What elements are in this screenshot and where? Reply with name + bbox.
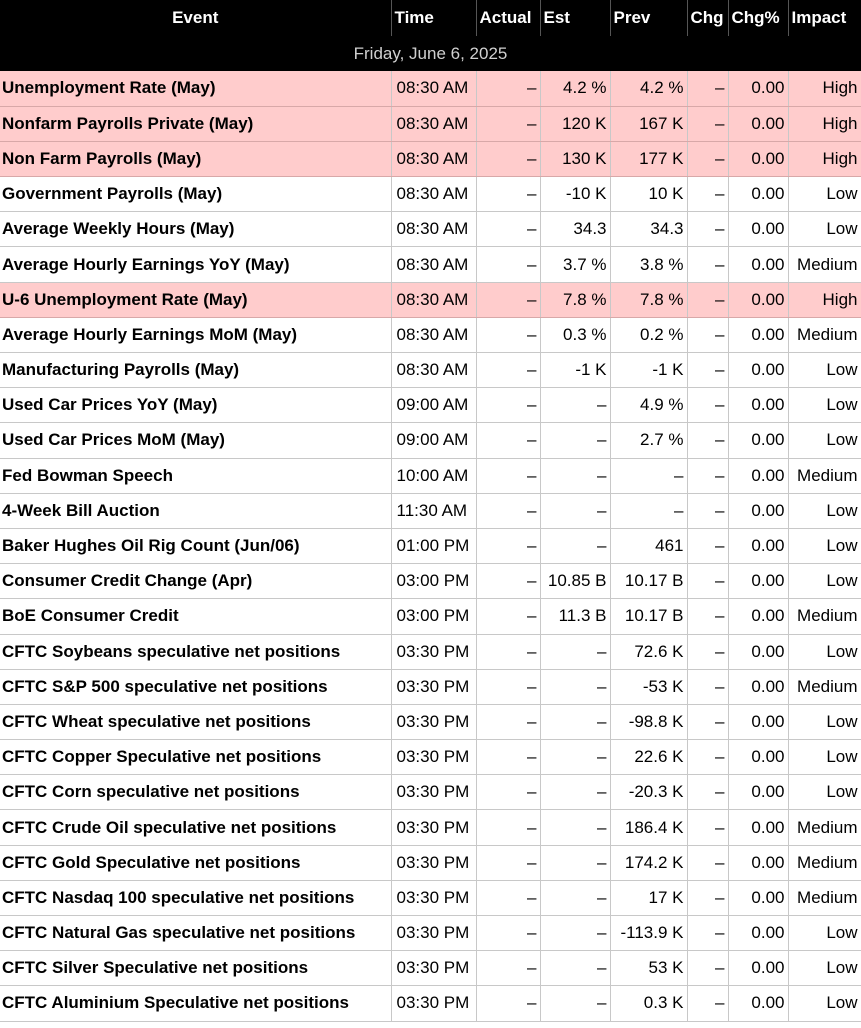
prev-cell: 167 K [610, 106, 687, 141]
chg-pct-cell: 0.00 [728, 388, 788, 423]
chg-pct-cell: 0.00 [728, 493, 788, 528]
table-row[interactable] [0, 106, 861, 141]
est-cell: – [540, 458, 610, 493]
prev-cell: 0.3 K [610, 986, 687, 1021]
header-impact[interactable]: Impact [788, 0, 861, 36]
est-cell: -10 K [540, 177, 610, 212]
time-cell: 03:30 PM [391, 951, 476, 986]
est-cell: – [540, 986, 610, 1021]
est-cell: – [540, 951, 610, 986]
time-cell: 08:30 AM [391, 247, 476, 282]
actual-cell: – [476, 247, 540, 282]
prev-cell: 4.9 % [610, 388, 687, 423]
time-cell: 03:30 PM [391, 880, 476, 915]
event-cell: Government Payrolls (May) [0, 177, 391, 212]
table-row[interactable] [0, 810, 861, 845]
actual-cell: – [476, 71, 540, 106]
chg-cell: – [687, 71, 728, 106]
header-row [0, 0, 861, 36]
impact-cell: Low [788, 634, 861, 669]
actual-cell: – [476, 177, 540, 212]
actual-cell: – [476, 423, 540, 458]
impact-cell: Low [788, 740, 861, 775]
chg-cell: – [687, 177, 728, 212]
table-row[interactable] [0, 317, 861, 352]
est-cell: – [540, 634, 610, 669]
actual-cell: – [476, 704, 540, 739]
actual-cell: – [476, 388, 540, 423]
prev-cell: 22.6 K [610, 740, 687, 775]
est-cell: 11.3 B [540, 599, 610, 634]
chg-pct-cell: 0.00 [728, 599, 788, 634]
chg-pct-cell: 0.00 [728, 634, 788, 669]
chg-cell: – [687, 880, 728, 915]
chg-cell: – [687, 282, 728, 317]
table-row[interactable] [0, 564, 861, 599]
chg-cell: – [687, 141, 728, 176]
chg-cell: – [687, 317, 728, 352]
actual-cell: – [476, 634, 540, 669]
est-cell: – [540, 704, 610, 739]
actual-cell: – [476, 740, 540, 775]
table-row[interactable] [0, 282, 861, 317]
actual-cell: – [476, 564, 540, 599]
actual-cell: – [476, 282, 540, 317]
est-cell: 3.7 % [540, 247, 610, 282]
est-cell: – [540, 528, 610, 563]
event-cell: Average Weekly Hours (May) [0, 212, 391, 247]
actual-cell: – [476, 845, 540, 880]
time-cell: 08:30 AM [391, 106, 476, 141]
time-cell: 09:00 AM [391, 423, 476, 458]
chg-cell: – [687, 740, 728, 775]
event-cell: 4-Week Bill Auction [0, 493, 391, 528]
chg-pct-cell: 0.00 [728, 528, 788, 563]
table-row[interactable] [0, 388, 861, 423]
time-cell: 08:30 AM [391, 141, 476, 176]
chg-cell: – [687, 669, 728, 704]
est-cell: 0.3 % [540, 317, 610, 352]
chg-cell: – [687, 951, 728, 986]
est-cell: – [540, 493, 610, 528]
time-cell: 03:30 PM [391, 775, 476, 810]
est-cell: – [540, 669, 610, 704]
chg-pct-cell: 0.00 [728, 353, 788, 388]
event-cell: Used Car Prices MoM (May) [0, 423, 391, 458]
est-cell: – [540, 916, 610, 951]
event-cell: Manufacturing Payrolls (May) [0, 353, 391, 388]
event-cell: CFTC Aluminium Speculative net positions [0, 986, 391, 1021]
time-cell: 03:30 PM [391, 634, 476, 669]
actual-cell: – [476, 106, 540, 141]
est-cell: – [540, 740, 610, 775]
impact-cell: High [788, 282, 861, 317]
chg-pct-cell: 0.00 [728, 141, 788, 176]
chg-pct-cell: 0.00 [728, 282, 788, 317]
event-cell: CFTC Nasdaq 100 speculative net positions [0, 880, 391, 915]
event-cell: Non Farm Payrolls (May) [0, 141, 391, 176]
chg-cell: – [687, 916, 728, 951]
impact-cell: Medium [788, 880, 861, 915]
chg-cell: – [687, 528, 728, 563]
impact-cell: Medium [788, 247, 861, 282]
actual-cell: – [476, 528, 540, 563]
time-cell: 03:30 PM [391, 704, 476, 739]
time-cell: 08:30 AM [391, 317, 476, 352]
header-actual[interactable]: Actual [476, 0, 540, 36]
event-cell: BoE Consumer Credit [0, 599, 391, 634]
time-cell: 03:30 PM [391, 669, 476, 704]
prev-cell: 0.2 % [610, 317, 687, 352]
prev-cell: 10 K [610, 177, 687, 212]
table-row[interactable] [0, 986, 861, 1021]
prev-cell: 7.8 % [610, 282, 687, 317]
table-row[interactable] [0, 704, 861, 739]
actual-cell: – [476, 951, 540, 986]
header-time[interactable]: Time [391, 0, 476, 36]
time-cell: 08:30 AM [391, 282, 476, 317]
impact-cell: Low [788, 388, 861, 423]
table-row[interactable] [0, 845, 861, 880]
est-cell: – [540, 423, 610, 458]
prev-cell: 53 K [610, 951, 687, 986]
prev-cell: 10.17 B [610, 599, 687, 634]
header-chg[interactable]: Chg [687, 0, 728, 36]
impact-cell: Low [788, 986, 861, 1021]
time-cell: 03:00 PM [391, 564, 476, 599]
impact-cell: Low [788, 493, 861, 528]
impact-cell: High [788, 71, 861, 106]
table-row[interactable] [0, 634, 861, 669]
chg-pct-cell: 0.00 [728, 177, 788, 212]
prev-cell: -53 K [610, 669, 687, 704]
event-cell: CFTC Copper Speculative net positions [0, 740, 391, 775]
est-cell: 4.2 % [540, 71, 610, 106]
event-cell: CFTC Gold Speculative net positions [0, 845, 391, 880]
chg-cell: – [687, 810, 728, 845]
prev-cell: -113.9 K [610, 916, 687, 951]
chg-cell: – [687, 775, 728, 810]
actual-cell: – [476, 141, 540, 176]
header-chg-pct[interactable]: Chg% [728, 0, 788, 36]
actual-cell: – [476, 317, 540, 352]
table-row[interactable] [0, 669, 861, 704]
impact-cell: Low [788, 212, 861, 247]
prev-cell: 17 K [610, 880, 687, 915]
time-cell: 08:30 AM [391, 353, 476, 388]
chg-pct-cell: 0.00 [728, 810, 788, 845]
impact-cell: Low [788, 423, 861, 458]
prev-cell: -20.3 K [610, 775, 687, 810]
impact-cell: Low [788, 916, 861, 951]
chg-pct-cell: 0.00 [728, 564, 788, 599]
table-row[interactable] [0, 775, 861, 810]
event-cell: CFTC Soybeans speculative net positions [0, 634, 391, 669]
est-cell: 34.3 [540, 212, 610, 247]
chg-pct-cell: 0.00 [728, 423, 788, 458]
actual-cell: – [476, 599, 540, 634]
event-cell: Used Car Prices YoY (May) [0, 388, 391, 423]
time-cell: 08:30 AM [391, 71, 476, 106]
impact-cell: Low [788, 353, 861, 388]
event-cell: U-6 Unemployment Rate (May) [0, 282, 391, 317]
actual-cell: – [476, 880, 540, 915]
prev-cell: 174.2 K [610, 845, 687, 880]
prev-cell: -98.8 K [610, 704, 687, 739]
chg-cell: – [687, 458, 728, 493]
chg-pct-cell: 0.00 [728, 704, 788, 739]
actual-cell: – [476, 493, 540, 528]
prev-cell: 461 [610, 528, 687, 563]
table-row[interactable] [0, 141, 861, 176]
chg-pct-cell: 0.00 [728, 458, 788, 493]
prev-cell: – [610, 493, 687, 528]
impact-cell: Low [788, 704, 861, 739]
chg-pct-cell: 0.00 [728, 669, 788, 704]
chg-cell: – [687, 388, 728, 423]
prev-cell: 4.2 % [610, 71, 687, 106]
chg-cell: – [687, 353, 728, 388]
est-cell: 120 K [540, 106, 610, 141]
chg-cell: – [687, 106, 728, 141]
chg-cell: – [687, 564, 728, 599]
time-cell: 11:30 AM [391, 493, 476, 528]
event-cell: Fed Bowman Speech [0, 458, 391, 493]
time-cell: 03:30 PM [391, 740, 476, 775]
impact-cell: Low [788, 564, 861, 599]
time-cell: 03:00 PM [391, 599, 476, 634]
chg-cell: – [687, 599, 728, 634]
chg-cell: – [687, 493, 728, 528]
table-row[interactable] [0, 951, 861, 986]
chg-pct-cell: 0.00 [728, 212, 788, 247]
date-row [0, 36, 861, 71]
impact-cell: Medium [788, 669, 861, 704]
impact-cell: Low [788, 951, 861, 986]
event-cell: CFTC Crude Oil speculative net positions [0, 810, 391, 845]
est-cell: – [540, 880, 610, 915]
event-cell: CFTC Corn speculative net positions [0, 775, 391, 810]
chg-cell: – [687, 423, 728, 458]
est-cell: – [540, 845, 610, 880]
prev-cell: 72.6 K [610, 634, 687, 669]
event-cell: Average Hourly Earnings YoY (May) [0, 247, 391, 282]
event-cell: CFTC Silver Speculative net positions [0, 951, 391, 986]
actual-cell: – [476, 810, 540, 845]
chg-cell: – [687, 986, 728, 1021]
event-cell: Nonfarm Payrolls Private (May) [0, 106, 391, 141]
event-cell: Unemployment Rate (May) [0, 71, 391, 106]
chg-pct-cell: 0.00 [728, 247, 788, 282]
impact-cell: Low [788, 177, 861, 212]
chg-pct-cell: 0.00 [728, 986, 788, 1021]
time-cell: 09:00 AM [391, 388, 476, 423]
table-row[interactable] [0, 916, 861, 951]
est-cell: 10.85 B [540, 564, 610, 599]
chg-pct-cell: 0.00 [728, 106, 788, 141]
prev-cell: 177 K [610, 141, 687, 176]
est-cell: 130 K [540, 141, 610, 176]
chg-pct-cell: 0.00 [728, 916, 788, 951]
time-cell: 03:30 PM [391, 916, 476, 951]
event-cell: Average Hourly Earnings MoM (May) [0, 317, 391, 352]
table-row[interactable] [0, 528, 861, 563]
impact-cell: High [788, 141, 861, 176]
est-cell: – [540, 810, 610, 845]
est-cell: 7.8 % [540, 282, 610, 317]
prev-cell: 186.4 K [610, 810, 687, 845]
impact-cell: Low [788, 528, 861, 563]
table-row[interactable] [0, 423, 861, 458]
actual-cell: – [476, 353, 540, 388]
time-cell: 01:00 PM [391, 528, 476, 563]
chg-cell: – [687, 247, 728, 282]
prev-cell: 3.8 % [610, 247, 687, 282]
table-row[interactable] [0, 353, 861, 388]
chg-pct-cell: 0.00 [728, 845, 788, 880]
est-cell: – [540, 775, 610, 810]
table-row[interactable] [0, 458, 861, 493]
table-row[interactable] [0, 740, 861, 775]
chg-cell: – [687, 634, 728, 669]
prev-cell: 2.7 % [610, 423, 687, 458]
date-label: Friday, June 6, 2025 [0, 36, 861, 71]
event-cell: Baker Hughes Oil Rig Count (Jun/06) [0, 528, 391, 563]
chg-pct-cell: 0.00 [728, 951, 788, 986]
time-cell: 03:30 PM [391, 986, 476, 1021]
time-cell: 08:30 AM [391, 212, 476, 247]
est-cell: -1 K [540, 353, 610, 388]
impact-cell: Medium [788, 599, 861, 634]
header-prev[interactable]: Prev [610, 0, 687, 36]
prev-cell: 34.3 [610, 212, 687, 247]
prev-cell: 10.17 B [610, 564, 687, 599]
actual-cell: – [476, 458, 540, 493]
impact-cell: Medium [788, 458, 861, 493]
chg-cell: – [687, 212, 728, 247]
chg-pct-cell: 0.00 [728, 740, 788, 775]
impact-cell: Medium [788, 845, 861, 880]
impact-cell: Low [788, 775, 861, 810]
prev-cell: -1 K [610, 353, 687, 388]
time-cell: 03:30 PM [391, 810, 476, 845]
event-cell: CFTC Natural Gas speculative net positions [0, 916, 391, 951]
table-row[interactable] [0, 493, 861, 528]
table-row[interactable] [0, 599, 861, 634]
time-cell: 03:30 PM [391, 845, 476, 880]
actual-cell: – [476, 986, 540, 1021]
event-cell: CFTC S&P 500 speculative net positions [0, 669, 391, 704]
time-cell: 10:00 AM [391, 458, 476, 493]
table-row[interactable] [0, 71, 861, 106]
table-row[interactable] [0, 177, 861, 212]
prev-cell: – [610, 458, 687, 493]
impact-cell: Medium [788, 810, 861, 845]
event-cell: CFTC Wheat speculative net positions [0, 704, 391, 739]
table-row[interactable] [0, 212, 861, 247]
header-est[interactable]: Est [540, 0, 610, 36]
chg-cell: – [687, 845, 728, 880]
table-row[interactable] [0, 880, 861, 915]
chg-pct-cell: 0.00 [728, 880, 788, 915]
impact-cell: High [788, 106, 861, 141]
actual-cell: – [476, 669, 540, 704]
header-event[interactable]: Event [0, 0, 391, 36]
actual-cell: – [476, 212, 540, 247]
time-cell: 08:30 AM [391, 177, 476, 212]
chg-pct-cell: 0.00 [728, 317, 788, 352]
est-cell: – [540, 388, 610, 423]
event-cell: Consumer Credit Change (Apr) [0, 564, 391, 599]
chg-cell: – [687, 704, 728, 739]
chg-pct-cell: 0.00 [728, 71, 788, 106]
table-row[interactable] [0, 247, 861, 282]
actual-cell: – [476, 775, 540, 810]
impact-cell: Medium [788, 317, 861, 352]
chg-pct-cell: 0.00 [728, 775, 788, 810]
actual-cell: – [476, 916, 540, 951]
